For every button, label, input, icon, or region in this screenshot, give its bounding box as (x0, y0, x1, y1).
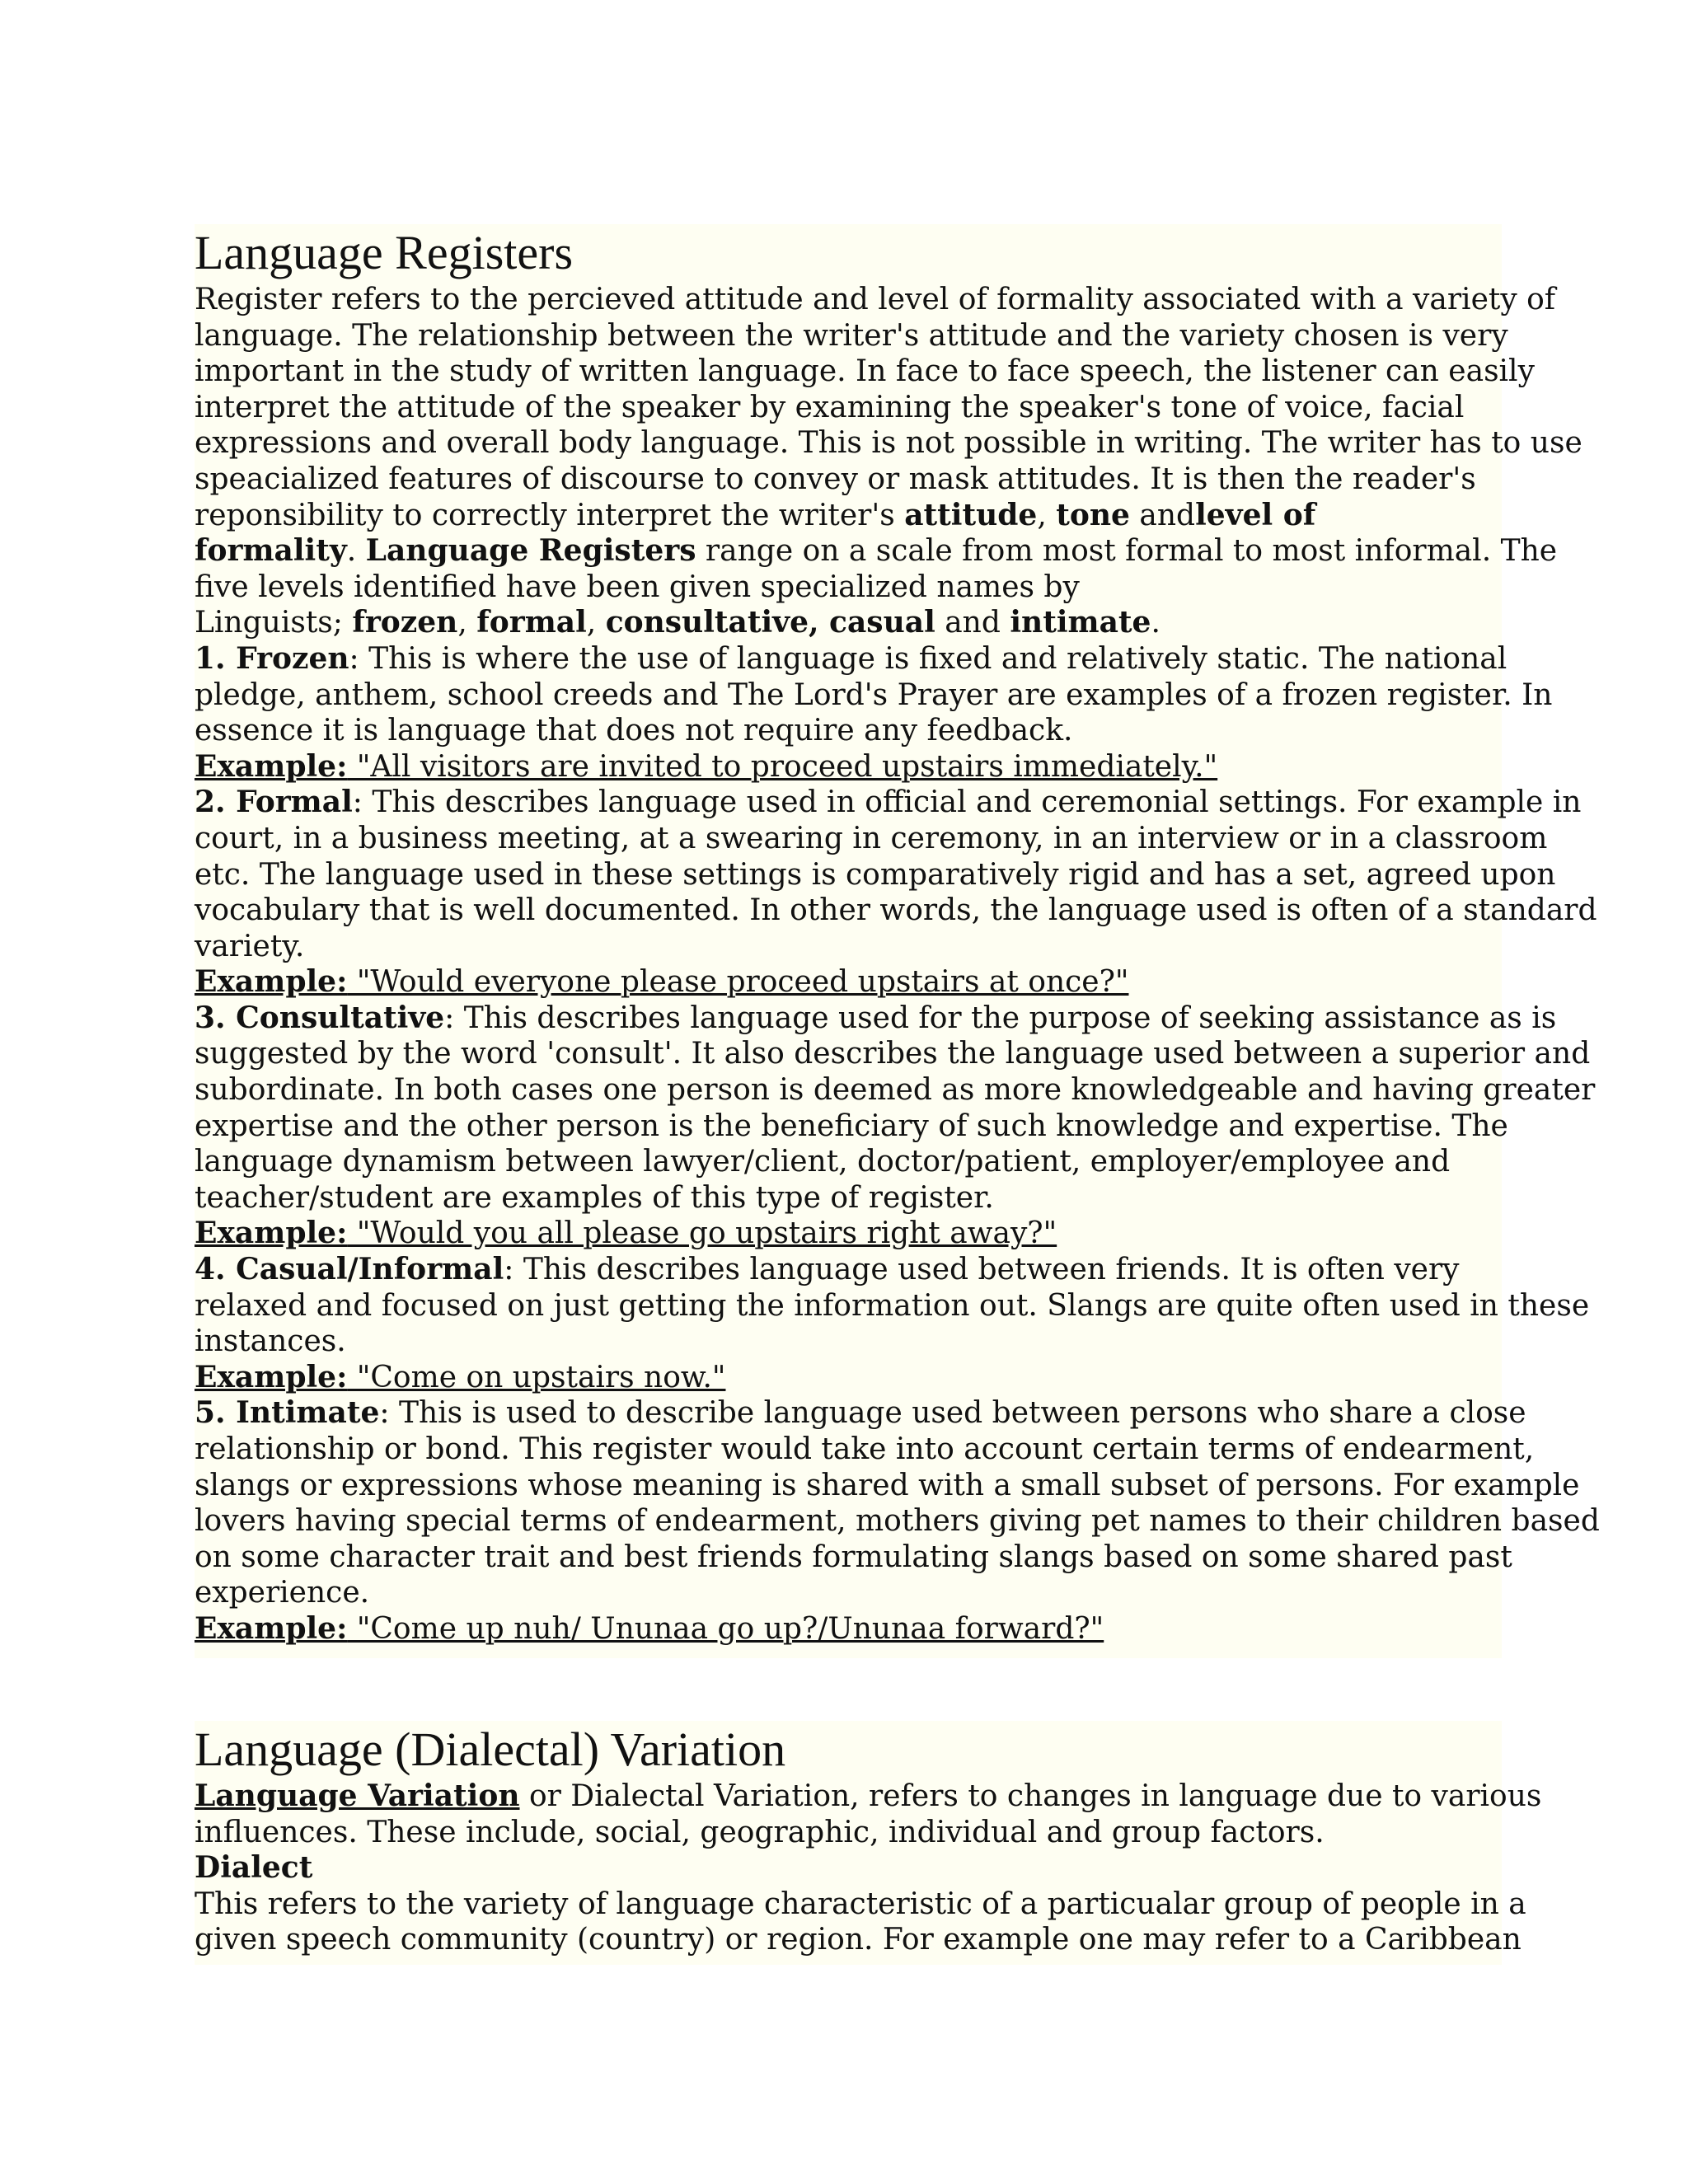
bold-term: 1. Frozen (195, 640, 349, 676)
language-registers-section (195, 224, 1600, 1658)
register-line: 2. Formal: This describes language used in official and ceremonial settings. For example in (195, 785, 1582, 820)
text-line: given speech community (country) or region. For example one may refer to a Caribbean (195, 1923, 1522, 1957)
intro-line: five levels identified have been given specialized names by (195, 569, 1080, 604)
bold-term: Language Registers (365, 533, 696, 569)
text-line: This refers to the variety of language characteristic of a particualar group of people in a (195, 1886, 1526, 1921)
bold-term: intimate (1010, 605, 1151, 640)
example-line (195, 1360, 1502, 1396)
register-line: variety. (195, 929, 305, 963)
example-label: Example: (195, 1359, 348, 1394)
bold-term: 3. Consultative (195, 1000, 445, 1035)
intro-line: reponsibility to correctly interpret the writer's attitude, tone andlevel of (195, 497, 1316, 532)
bold-term: formality (195, 533, 347, 569)
register-line: relationship or bond. This register would take into account certain terms of endearment, (195, 1432, 1535, 1466)
intro-line: interpret the attitude of the speaker by examining the speaker's tone of voice, facial (195, 390, 1465, 424)
register-line: slangs or expressions whose meaning is shared with a small subset of persons. For example (195, 1468, 1580, 1502)
register-line: 5. Intimate: This is used to describe language used between persons who share a close (195, 1395, 1526, 1431)
example-label: Example: (195, 1610, 348, 1646)
register-line: instances. (195, 1324, 346, 1359)
example-label: Example: (195, 964, 348, 1000)
register-line: etc. The language used in these settings is comparatively rigid and has a set, agreed upon (195, 857, 1556, 892)
example-line (195, 749, 1502, 785)
text-line: Language Variation or Dialectal Variation, refers to changes in language due to various (195, 1779, 1542, 1813)
register-line: 3. Consultative: This describes language used for the purpose of seeking assistance as is (195, 1000, 1557, 1035)
register-line: 4. Casual/Informal: This describes language used between friends. It is often very (195, 1252, 1460, 1287)
section-body (195, 1779, 1542, 1958)
example-line (195, 1216, 1502, 1252)
bold-term: attitude (904, 497, 1038, 532)
bold-term: tone (1056, 497, 1130, 532)
example-text: "Would you all please go upstairs right away?" (347, 1216, 1057, 1251)
intro-line: Register refers to the percieved attitude and level of formality associated with a variety of (195, 283, 1556, 316)
register-line: vocabulary that is well documented. In other words, the language used is often of a standard (195, 893, 1597, 928)
example-text: "Come up nuh/ Ununaa go up?/Ununaa forward?" (347, 1611, 1104, 1646)
example-line (195, 1611, 1502, 1647)
bold-term: 2. Formal (195, 785, 353, 820)
section-body (195, 282, 1600, 1647)
bold-term: frozen (352, 605, 458, 640)
section-title: Language Registers (195, 226, 574, 279)
register-line: pledge, anthem, school creeds and The Lord's Prayer are examples of a frozen register. In (195, 677, 1553, 712)
register-line: essence it is language that does not require any feedback. (195, 714, 1073, 748)
bold-term: formal (476, 605, 587, 640)
bold-underlined-term: Language Variation (195, 1779, 520, 1813)
bold-term: consultative, casual (605, 605, 935, 640)
register-line: 1. Frozen: This is where the use of language is fixed and relatively static. The national (195, 640, 1507, 676)
bold-term: Dialect (195, 1850, 313, 1886)
register-line: experience. (195, 1576, 370, 1610)
intro-line: language. The relationship between the writer's attitude and the variety chosen is very (195, 318, 1508, 353)
section-title: Language (Dialectal) Variation (195, 1722, 786, 1776)
register-line: language dynamism between lawyer/client, doctor/patient, employer/employee and (195, 1145, 1451, 1179)
register-line: teacher/student are examples of this type of register. (195, 1180, 994, 1215)
bold-term: level of (1195, 497, 1316, 532)
register-line: court, in a business meeting, at a swearing in ceremony, in an interview or in a classroom (195, 821, 1548, 855)
intro-line: Linguists; frozen, formal, consultative, casual and intimate. (195, 605, 1160, 640)
example-label: Example: (195, 748, 348, 784)
example-line (195, 964, 1502, 1001)
register-line: relaxed and focused on just getting the information out. Slangs are quite often used in these (195, 1288, 1590, 1323)
intro-line: expressions and overall body language. This is not possible in writing. The writer has to use (195, 426, 1582, 461)
text-line: influences. These include, social, geographic, individual and group factors. (195, 1815, 1325, 1849)
register-line: subordinate. In both cases one person is deemed as more knowledgeable and having greater (195, 1073, 1596, 1108)
example-text: "Would everyone please proceed upstairs at once?" (347, 965, 1129, 1000)
register-line: suggested by the word 'consult'. It also describes the language used between a superior and (195, 1037, 1591, 1071)
example-text: "All visitors are invited to proceed upstairs immediately." (347, 749, 1218, 784)
intro-line: speacialized features of discourse to convey or mask attitudes. It is then the reader's (195, 462, 1476, 496)
register-line: lovers having special terms of endearment, mothers giving pet names to their children based (195, 1504, 1600, 1539)
register-line: on some character trait and best friends formulating slangs based on some shared past (195, 1540, 1512, 1574)
text-line (195, 1850, 1502, 1886)
example-text: "Come on upstairs now." (347, 1360, 726, 1394)
register-line: expertise and the other person is the beneficiary of such knowledge and expertise. The (195, 1108, 1508, 1143)
language-variation-section (195, 1721, 1542, 1965)
intro-line: important in the study of written language. In face to face speech, the listener can easily (195, 354, 1535, 389)
intro-line: formality. Language Registers range on a scale from most formal to most informal. The (195, 533, 1558, 569)
bold-term: 5. Intimate (195, 1395, 380, 1431)
bold-term: 4. Casual/Informal (195, 1252, 504, 1287)
example-label: Example: (195, 1216, 348, 1251)
